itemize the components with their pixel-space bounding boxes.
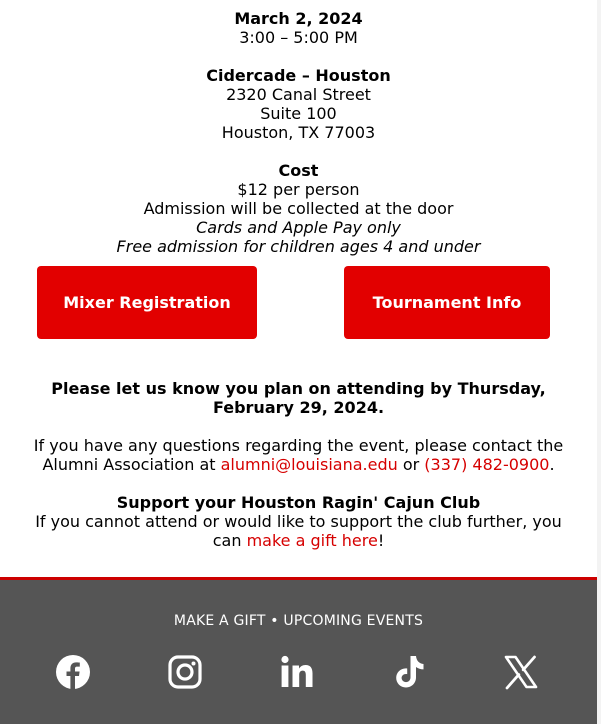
contact-paragraph (0, 436, 597, 474)
social-links (0, 654, 597, 690)
footer-upcoming-events-link[interactable]: UPCOMING EVENTS (283, 613, 424, 629)
linkedin-icon[interactable] (279, 654, 315, 690)
address-city: Houston, TX 77003 (221, 123, 376, 142)
footer-separator: • (270, 613, 279, 629)
cost-price: $12 per person (237, 180, 360, 199)
make-gift-link[interactable]: make a gift here (246, 531, 378, 550)
contact-text-before: If you have any questions regarding the event, please contact the Alumni Association at (33, 436, 564, 474)
contact-text-middle: or (397, 455, 425, 474)
children-note: Free admission for children ages 4 and under (116, 237, 481, 256)
event-date: March 2, 2024 (234, 9, 363, 28)
window-edge (597, 0, 601, 724)
footer-make-gift-link[interactable]: MAKE A GIFT (173, 613, 266, 629)
address-line1: 2320 Canal Street (226, 85, 371, 104)
support-heading: Support your Houston Ragin' Cajun Club (116, 493, 481, 512)
rsvp-notice: Please let us know you plan on attending by Thursday, February 29, 2024. (51, 379, 546, 417)
footer-nav (0, 613, 597, 629)
tiktok-icon[interactable] (391, 654, 427, 690)
support-paragraph (0, 493, 597, 550)
admission-note: Admission will be collected at the door (143, 199, 454, 218)
cost-heading: Cost (278, 161, 319, 180)
email-link[interactable]: alumni@louisiana.edu (220, 455, 398, 474)
venue-name: Cidercade – Houston (206, 66, 391, 85)
instagram-icon[interactable] (167, 654, 203, 690)
facebook-icon[interactable] (55, 654, 91, 690)
footer (0, 580, 597, 724)
address-line2: Suite 100 (260, 104, 337, 123)
x-icon[interactable] (503, 654, 539, 690)
phone-link[interactable]: (337) 482-0900 (424, 455, 550, 474)
support-text-after: ! (377, 531, 385, 550)
contact-text-after: . (549, 455, 555, 474)
payment-note: Cards and Apple Pay only (196, 218, 401, 237)
button-row (0, 266, 597, 339)
event-time: 3:00 – 5:00 PM (239, 28, 358, 47)
support-text-before: If you cannot attend or would like to support the club further, you can (35, 512, 562, 550)
mixer-registration-button[interactable]: Mixer Registration (37, 266, 257, 339)
tournament-info-button[interactable]: Tournament Info (344, 266, 550, 339)
